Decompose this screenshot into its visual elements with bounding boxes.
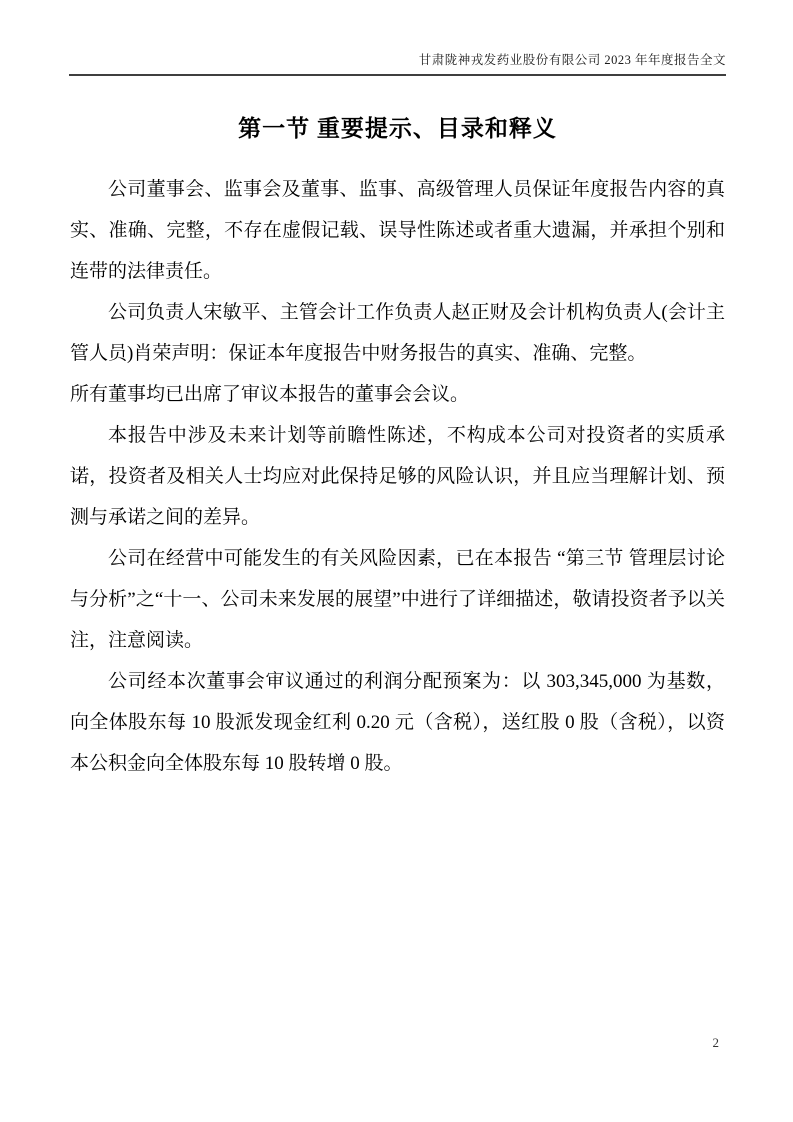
paragraph-risk-factors: 公司在经营中可能发生的有关风险因素，已在本报告 “第三节 管理层讨论与分析”之“十一、公司未来发展的展望”中进行了详细描述，敬请投资者予以关注，注意阅读。 [70,548,725,651]
paragraph-profit-distribution: 公司经本次董事会审议通过的利润分配预案为：以 303,345,000 为基数，向全体股东每 10 股派发现金红利 0.20 元（含税），送红股 0 股（含税），以资本公积金向全体股东每 10 股转增 0 股。 [70,671,725,774]
paragraph-forward-looking-statements: 本报告中涉及未来计划等前瞻性陈述，不构成本公司对投资者的实质承诺，投资者及相关人士均应对此保持足够的风险认识，并且应当理解计划、预测与承诺之间的差异。 [70,425,725,528]
page-header: 甘肃陇神戎发药业股份有限公司 2023 年年度报告全文 [69,50,726,76]
paragraph-responsible-persons: 公司负责人宋敏平、主管会计工作负责人赵正财及会计机构负责人(会计主管人员)肖荣声明：保证本年度报告中财务报告的真实、准确、完整。 [70,302,725,364]
section-title: 第一节 重要提示、目录和释义 [238,116,557,141]
document-body [70,169,725,784]
page-number: 2 [712,1035,719,1050]
paragraph-directors-attendance: 所有董事均已出席了审议本报告的董事会会议。 [70,384,470,405]
paragraph-board-guarantee: 公司董事会、监事会及董事、监事、高级管理人员保证年度报告内容的真实、准确、完整，不存在虚假记载、误导性陈述或者重大遗漏，并承担个别和连带的法律责任。 [70,179,725,282]
